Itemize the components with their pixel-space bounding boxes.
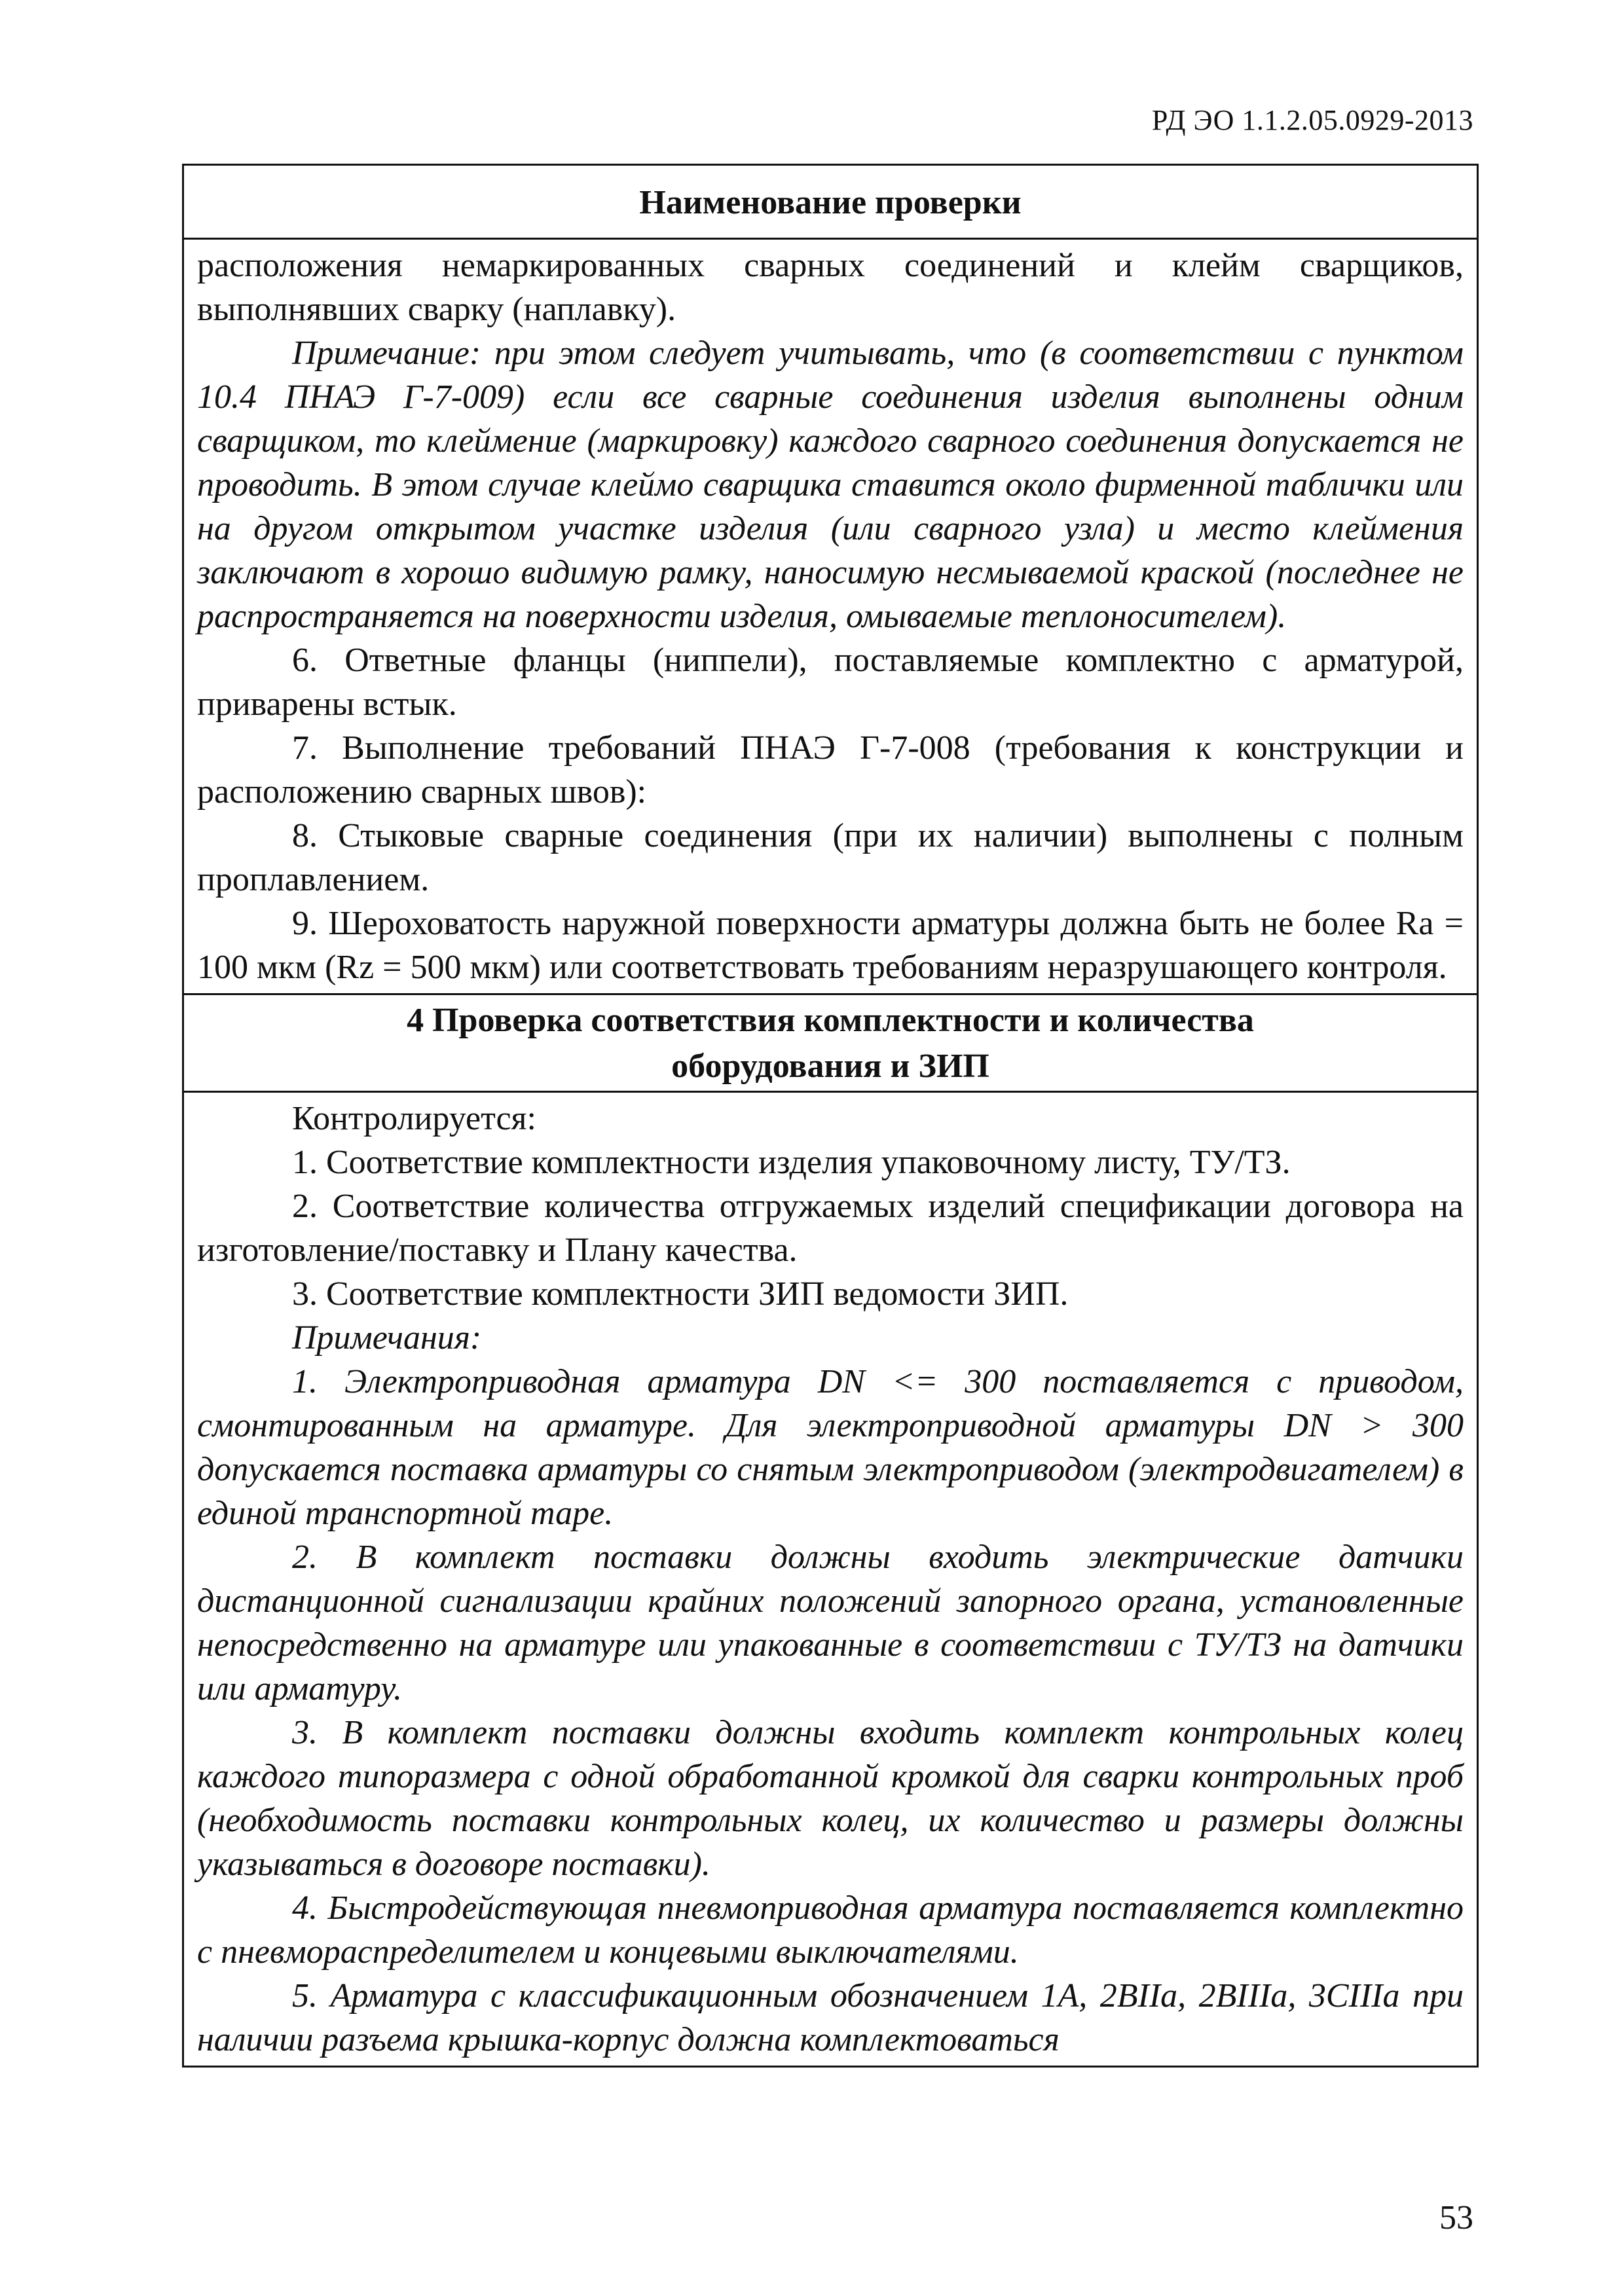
section-4-heading-line1: 4 Проверка соответствия комплектности и количества xyxy=(407,1002,1254,1039)
note-2: 2. В комплект поставки должны входить электрические датчики дистанционной сигнализации крайних положений запорного органа, установленные непосредственно на арматуре или упакованные в соответствии с ТУ/ТЗ на датчики или арматуру. xyxy=(197,1539,1464,1707)
section-4-heading xyxy=(184,993,1477,1093)
list-item-3: 3. Соответствие комплектности ЗИП ведомости ЗИП. xyxy=(292,1275,1069,1313)
list-item-7: 7. Выполнение требований ПНАЭ Г-7-008 (требования к конструкции и расположению сварных швов): xyxy=(197,729,1464,811)
column-header: Наименование проверки xyxy=(184,166,1477,240)
inspection-table xyxy=(182,164,1479,2068)
list-item-1: 1. Соответствие комплектности изделия упаковочному листу, ТУ/ТЗ. xyxy=(292,1144,1291,1181)
list-item-2: 2. Соответствие количества отгружаемых изделий спецификации договора на изготовление/поставку и Плану качества. xyxy=(197,1188,1464,1269)
list-item-6: 6. Ответные фланцы (ниппели), поставляемые комплектно с арматурой, приварены встык. xyxy=(197,642,1464,723)
table-cell-part2 xyxy=(184,1093,1477,2066)
list-item-8: 8. Стыковые сварные соединения (при их наличии) выполнены с полным проплавлением. xyxy=(197,817,1464,898)
controlled-intro: Контролируется: xyxy=(292,1100,536,1137)
notes-title: Примечания: xyxy=(292,1319,482,1357)
list-item-9: 9. Шероховатость наружной поверхности арматуры должна быть не более Ra = 100 мкм (Rz = 500 мкм) или соответствовать требованиям неразрушающего контроля. xyxy=(197,905,1464,986)
table-cell-part1 xyxy=(184,240,1477,993)
note-3: 3. В комплект поставки должны входить комплект контрольных колец каждого типоразмера с одной обработанной кромкой для сварки контрольных проб (необходимость поставки контрольных колец, их количество и размеры должны указываться в договоре поставки). xyxy=(197,1714,1464,1883)
note-1: 1. Электроприводная арматура DN <= 300 поставляется с приводом, смонтированным на арматуре. Для электроприводной арматуры DN > 300 допускается поставка арматуры со снятым электроприводом (электродвигателем) в единой транспортной таре. xyxy=(197,1363,1464,1532)
note-welder-marking: Примечание: при этом следует учитывать, что (в соответствии с пунктом 10.4 ПНАЭ Г-7-009) если все сварные соединения изделия выполнены одним сварщиком, то клеймение (маркировку) каждого сварного соединения допускается не проводить. В этом случае клеймо сварщика ставится около фирменной таблички или на другом открытом участке изделия (или сварного узла) и место клеймения заключают в хорошо видимую рамку, наносимую несмываемой краской (последнее не распространяется на поверхности изделия, омываемые теплоносителем). xyxy=(197,335,1464,635)
note-5: 5. Арматура с классификационным обозначением 1А, 2ВIIа, 2ВIIIа, 3СIIIа при наличии разъема крышка-корпус должна комплектоваться xyxy=(197,1977,1464,2058)
paragraph-continuation: расположения немаркированных сварных соединений и клейм сварщиков, выполнявших сварку (наплавку). xyxy=(197,247,1464,328)
section-4-heading-line2: оборудования и ЗИП xyxy=(671,1048,989,1085)
document-code: РД ЭО 1.1.2.05.0929-2013 xyxy=(1151,104,1473,136)
page-number: 53 xyxy=(1439,2199,1473,2236)
note-4: 4. Быстродействующая пневмоприводная арматура поставляется комплектно с пневмораспределителем и концевыми выключателями. xyxy=(197,1889,1464,1971)
